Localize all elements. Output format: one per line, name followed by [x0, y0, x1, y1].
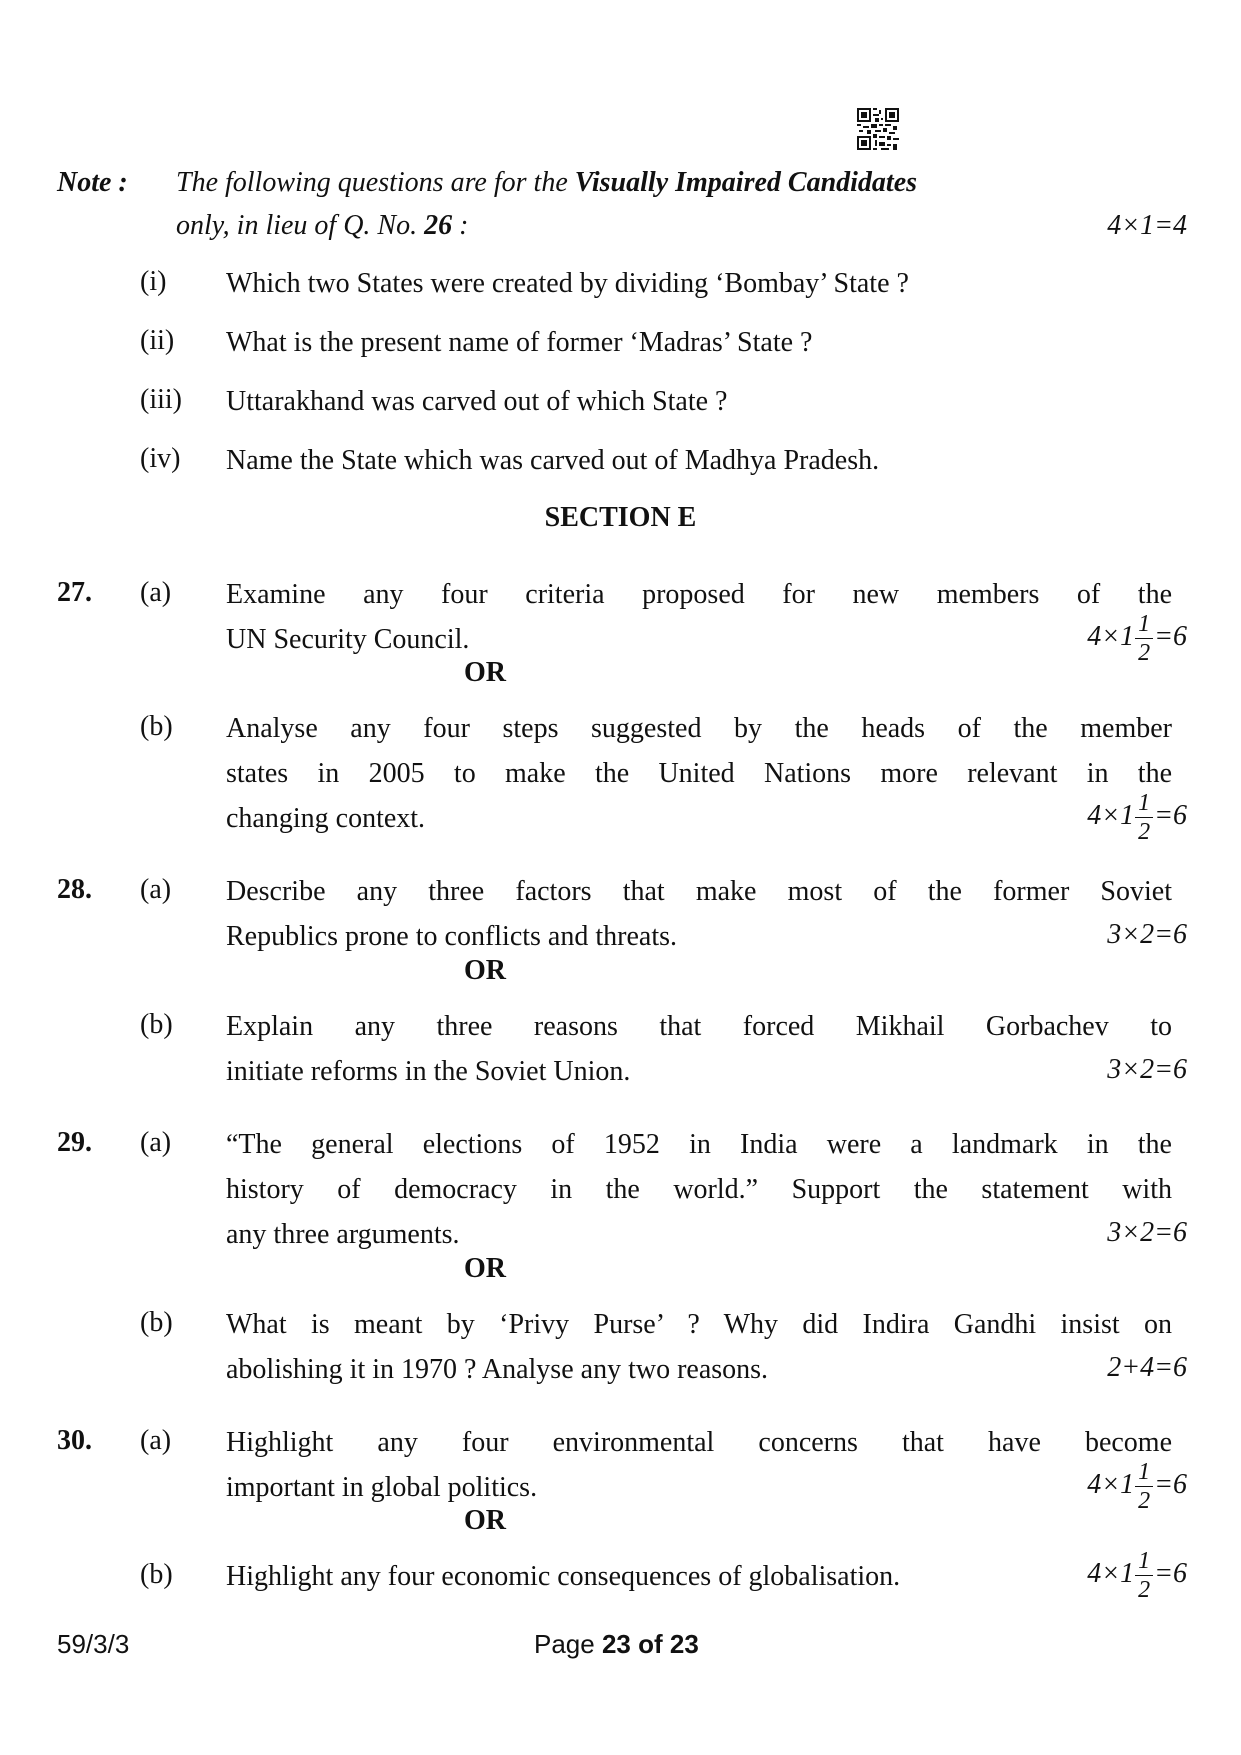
note-item-text: What is the present name of former ‘Madras’ State ?: [226, 327, 813, 358]
marks-allocation: [1087, 1460, 1187, 1513]
question-text: initiate reforms in the Soviet Union.: [226, 1056, 631, 1087]
note-instruction-line1: [176, 167, 917, 199]
note-marks: 4×1=4: [1107, 210, 1187, 241]
qr-code-icon: [857, 108, 899, 150]
marks-allocation: [1087, 791, 1187, 844]
question-text: important in global politics.: [226, 1472, 538, 1503]
fraction-numerator: 1: [1135, 1460, 1153, 1487]
question-text: Describe any three factors that make most of the former Soviet: [226, 876, 1172, 907]
or-separator: OR: [464, 955, 506, 986]
fraction-denominator: 2: [1138, 640, 1151, 666]
question-number: 28.: [57, 874, 92, 905]
page-of: of: [630, 1629, 670, 1659]
option-label: (a): [140, 1425, 172, 1456]
option-label: (a): [140, 874, 172, 905]
question-text: abolishing it in 1970 ? Analyse any two reasons.: [226, 1354, 769, 1385]
note-line2-suffix: :: [452, 210, 469, 241]
option-label: (b): [140, 1307, 173, 1338]
page-total: 23: [669, 1629, 699, 1659]
marks-prefix: 4×1: [1087, 1557, 1135, 1589]
note-line2-text: only, in lieu of Q. No.: [176, 210, 425, 241]
option-label: (a): [140, 1127, 172, 1158]
marks-allocation: 2+4=6: [1107, 1352, 1187, 1383]
marks-prefix: 4×1: [1087, 620, 1135, 652]
question-text: states in 2005 to make the United Nations more relevant in the: [226, 758, 1172, 789]
note-item-label: (i): [140, 266, 167, 297]
option-label: (a): [140, 577, 172, 608]
fraction-denominator: 2: [1138, 819, 1151, 845]
question-number: 27.: [57, 577, 92, 608]
fraction-denominator: 2: [1138, 1577, 1151, 1603]
note-instruction-line2: [176, 210, 468, 242]
question-number: 30.: [57, 1425, 92, 1456]
fraction-numerator: 1: [1135, 791, 1153, 818]
question-text: any three arguments.: [226, 1219, 460, 1250]
marks-prefix: 4×1: [1087, 1468, 1135, 1500]
fraction-numerator: 1: [1135, 1549, 1153, 1576]
fraction: [1135, 1460, 1153, 1513]
marks-allocation: [1087, 1549, 1187, 1602]
or-separator: OR: [464, 1505, 506, 1536]
page-current: 23: [601, 1629, 631, 1659]
question-text: What is meant by ‘Privy Purse’ ? Why did Indira Gandhi insist on: [226, 1309, 1172, 1340]
note-item-text: Name the State which was carved out of Madhya Pradesh.: [226, 445, 880, 476]
question-text: “The general elections of 1952 in India were a landmark in the: [226, 1129, 1172, 1160]
note-label: Note :: [57, 167, 128, 198]
paper-code: 59/3/3: [57, 1629, 130, 1659]
fraction: [1135, 1549, 1153, 1602]
option-label: (b): [140, 711, 173, 742]
fraction: [1135, 791, 1153, 844]
note-item-text: Which two States were created by dividing ‘Bombay’ State ?: [226, 268, 909, 299]
question-text: Highlight any four economic consequences of globalisation.: [226, 1561, 901, 1592]
page-number: [534, 1629, 699, 1660]
question-text: history of democracy in the world.” Support the statement with: [226, 1174, 1172, 1205]
marks-suffix: =6: [1154, 1468, 1187, 1500]
marks-suffix: =6: [1154, 620, 1187, 652]
note-item-label: (ii): [140, 325, 175, 356]
marks-suffix: =6: [1154, 1557, 1187, 1589]
note-question-number: 26: [424, 210, 453, 241]
note-emphasis: Visually Impaired Candidates: [574, 167, 918, 198]
page-prefix: Page: [534, 1629, 602, 1659]
option-label: (b): [140, 1559, 173, 1590]
fraction-denominator: 2: [1138, 1488, 1151, 1514]
marks-allocation: 3×2=6: [1107, 1054, 1187, 1085]
option-label: (b): [140, 1009, 173, 1040]
note-item-label: (iii): [140, 384, 182, 415]
question-text: Republics prone to conflicts and threats.: [226, 921, 677, 952]
or-separator: OR: [464, 657, 506, 688]
question-text: Analyse any four steps suggested by the heads of the member: [226, 713, 1172, 744]
question-text: UN Security Council.: [226, 624, 470, 655]
marks-allocation: 3×2=6: [1107, 919, 1187, 950]
question-text: Highlight any four environmental concerns that have become: [226, 1427, 1172, 1458]
question-number: 29.: [57, 1127, 92, 1158]
note-item-label: (iv): [140, 443, 181, 474]
marks-prefix: 4×1: [1087, 799, 1135, 831]
question-text: changing context.: [226, 803, 426, 834]
marks-allocation: [1087, 612, 1187, 665]
marks-allocation: 3×2=6: [1107, 1217, 1187, 1248]
question-text: Examine any four criteria proposed for new members of the: [226, 579, 1172, 610]
note-line1-text: The following questions are for the: [176, 167, 575, 198]
fraction: [1135, 612, 1153, 665]
or-separator: OR: [464, 1253, 506, 1284]
note-item-text: Uttarakhand was carved out of which State ?: [226, 386, 728, 417]
question-text: Explain any three reasons that forced Mikhail Gorbachev to: [226, 1011, 1172, 1042]
fraction-numerator: 1: [1135, 612, 1153, 639]
section-title: SECTION E: [544, 502, 697, 533]
marks-suffix: =6: [1154, 799, 1187, 831]
